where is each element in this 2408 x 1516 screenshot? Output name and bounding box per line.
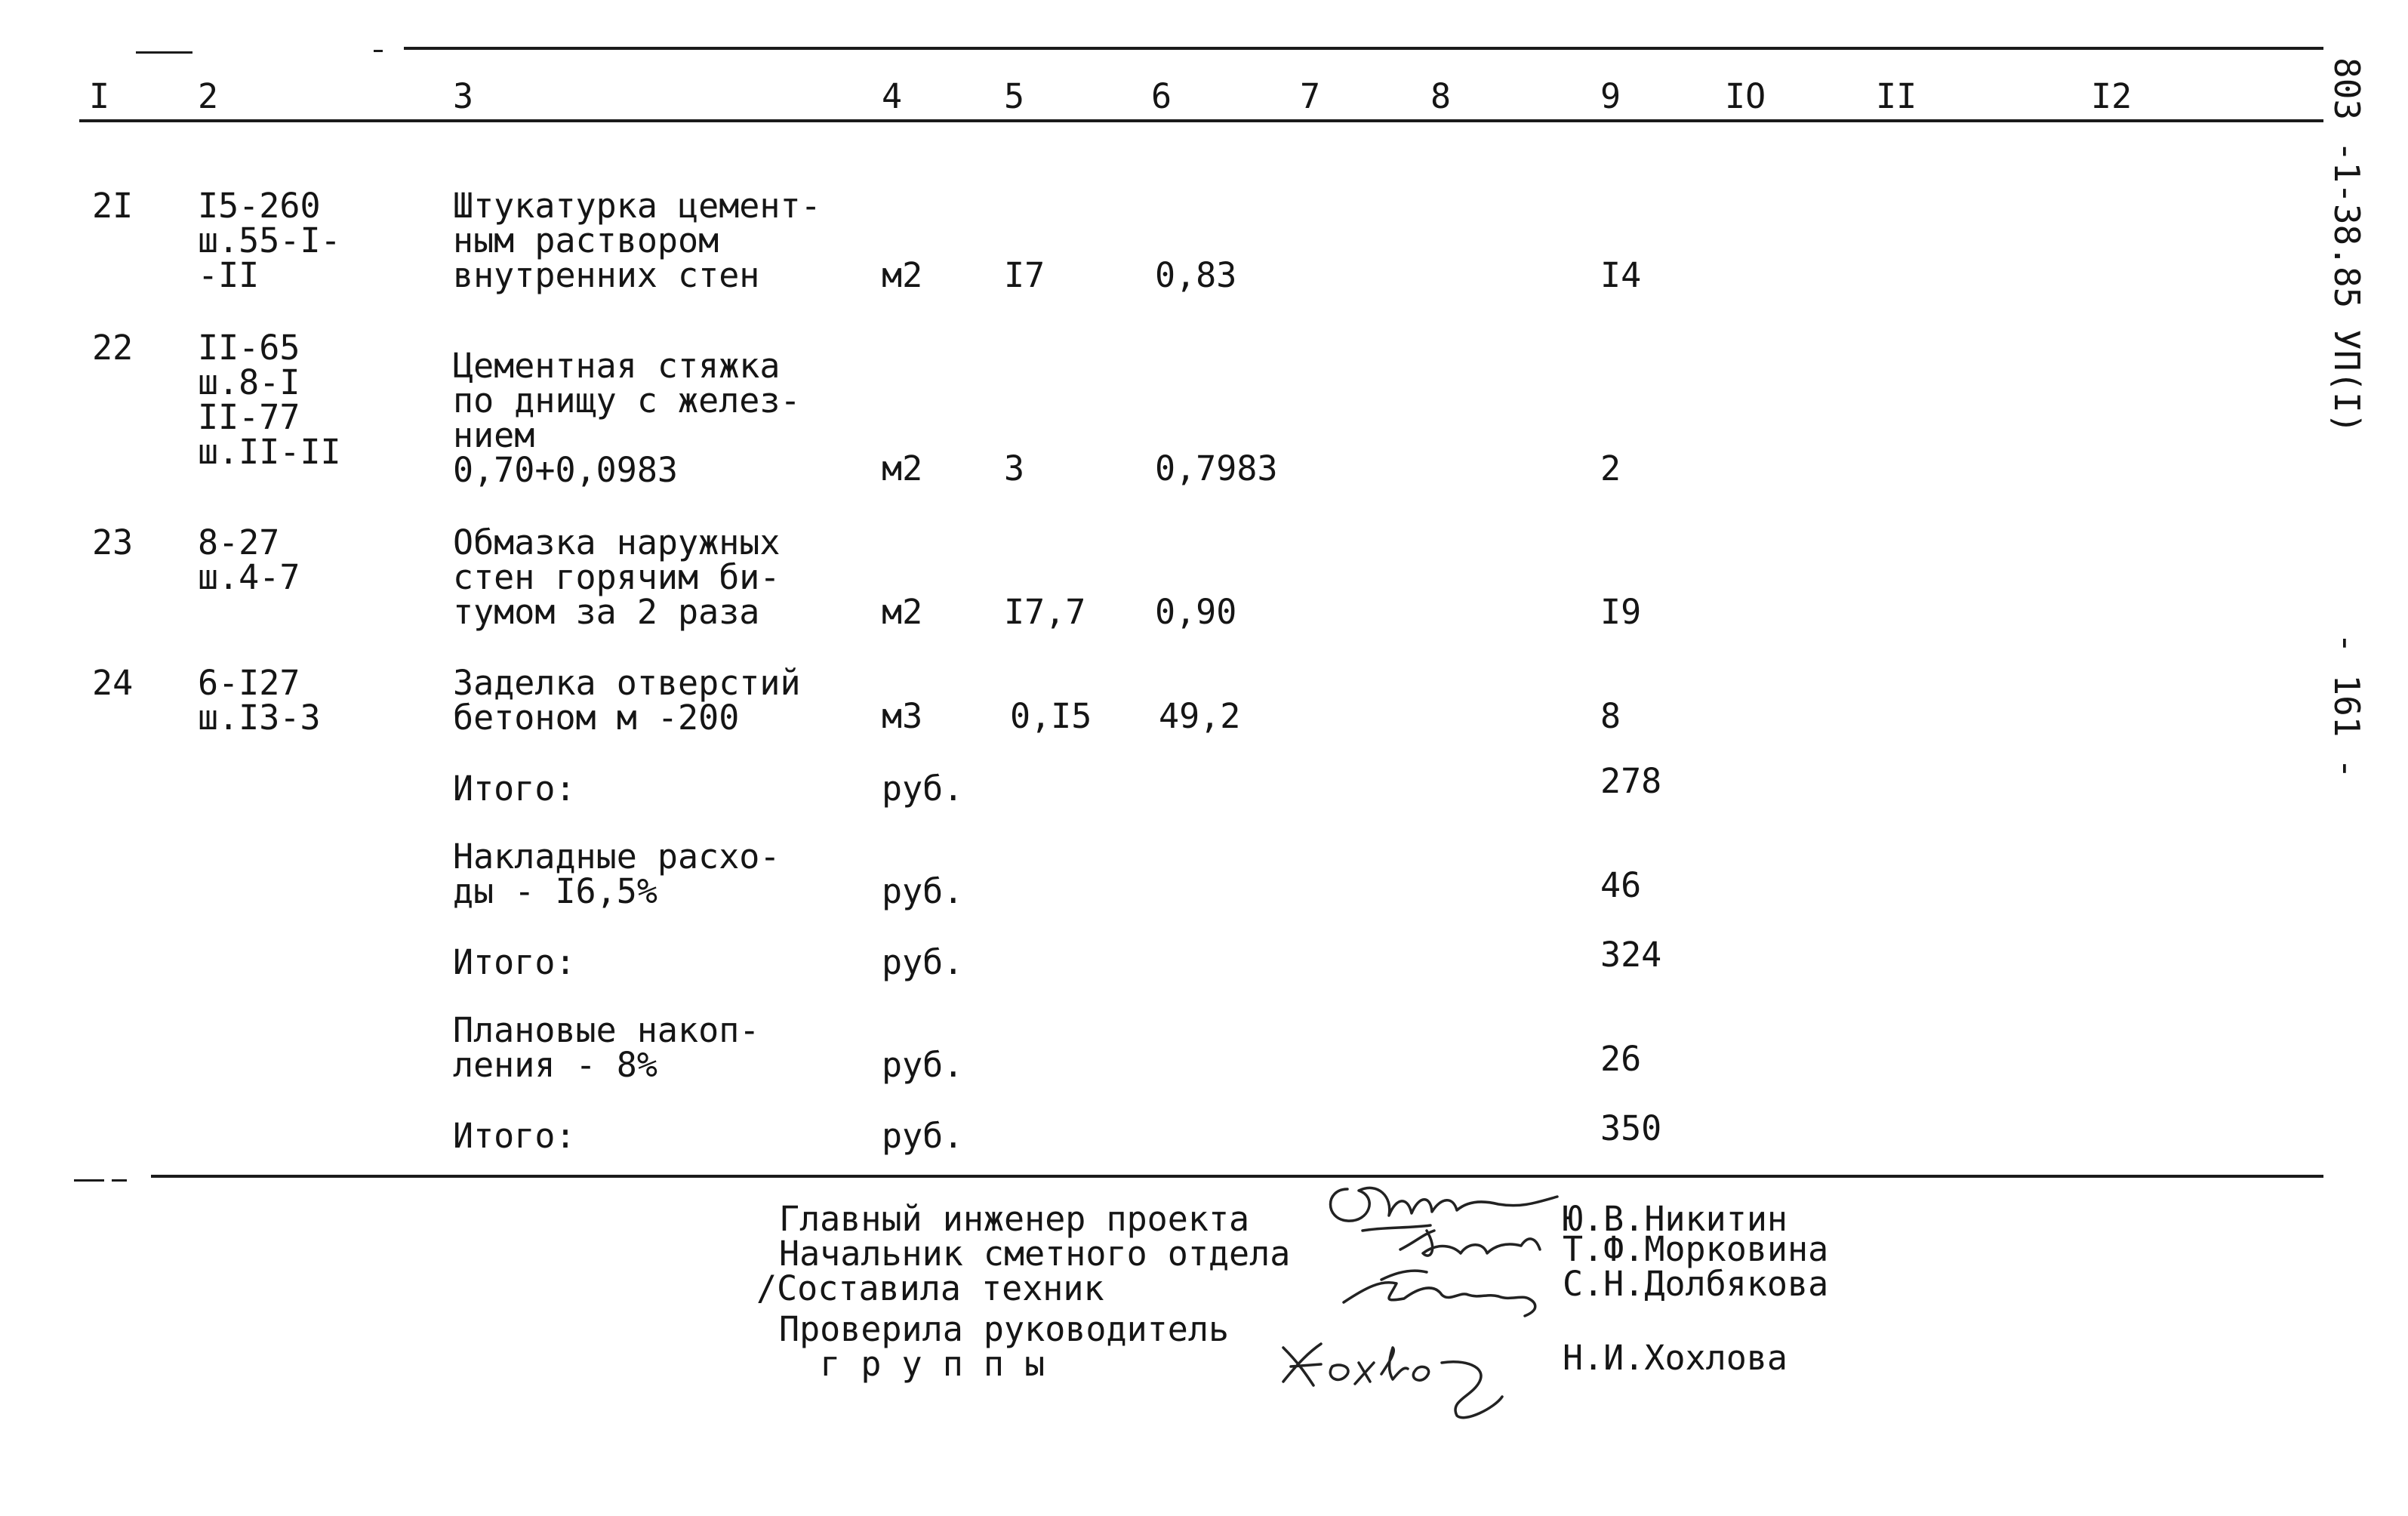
- summary-label: Плановые накоп- ления - 8%: [453, 1010, 760, 1085]
- norm-code: 8-27 ш.4-7: [198, 522, 300, 597]
- col-header-12: I2: [2091, 76, 2132, 116]
- summary-label: Итого:: [453, 769, 576, 809]
- unit: м2: [882, 255, 923, 295]
- summary-label: Накладные расхо- ды - I6,5%: [453, 837, 781, 911]
- summary-total: 278: [1600, 761, 1662, 801]
- bottom-rule: [151, 1175, 2323, 1178]
- unit: м2: [882, 448, 923, 488]
- row-number: 24: [92, 663, 134, 703]
- col-header-9: 9: [1600, 76, 1621, 116]
- col-header-10: IO: [1725, 76, 1766, 116]
- total-cost: I9: [1600, 592, 1642, 632]
- row-number: 22: [92, 328, 134, 368]
- top-rule: [404, 47, 2323, 50]
- col-header-1: I: [89, 76, 110, 116]
- role-head-estimates: Начальник сметного отдела: [779, 1234, 1291, 1274]
- summary-total: 350: [1600, 1108, 1662, 1148]
- col-header-5: 5: [1004, 76, 1025, 116]
- unit-price: 49,2: [1159, 696, 1241, 736]
- summary-unit: руб.: [882, 871, 964, 911]
- name-nikitin: Ю.В.Никитин: [1563, 1199, 1788, 1239]
- signature-khokhlova: [1268, 1325, 1517, 1423]
- unit-price: 0,7983: [1155, 448, 1278, 488]
- summary-total: 324: [1600, 935, 1662, 975]
- summary-total: 26: [1600, 1039, 1642, 1079]
- work-description: Заделка отверстий бетоном м -200: [453, 663, 801, 738]
- quantity: I7: [1004, 255, 1045, 295]
- total-cost: 8: [1600, 696, 1621, 736]
- col-header-11: II: [1876, 76, 1917, 116]
- work-description: Обмазка наружных стен горячим би- тумом за 2 раза: [453, 522, 781, 632]
- summary-unit: руб.: [882, 1116, 964, 1156]
- quantity: I7,7: [1004, 592, 1086, 632]
- name-dolbyakova: С.Н.Долбякова: [1563, 1264, 1829, 1304]
- summary-label: Итого:: [453, 1116, 576, 1156]
- norm-code: I5-260 ш.55-I- -II: [198, 186, 341, 295]
- unit-price: 0,90: [1155, 592, 1237, 632]
- row-number: 2I: [92, 186, 134, 226]
- col-header-2: 2: [198, 76, 219, 116]
- col-header-8: 8: [1430, 76, 1452, 116]
- col-header-3: 3: [453, 76, 474, 116]
- role-chief-engineer: Главный инженер проекта: [779, 1199, 1250, 1239]
- col-header-7: 7: [1300, 76, 1321, 116]
- top-rule-dash: [136, 51, 192, 54]
- signature-dolbyakova: [1336, 1257, 1547, 1325]
- bottom-rule-dash: [112, 1179, 127, 1182]
- col-header-6: 6: [1151, 76, 1172, 116]
- work-description: Штукатурка цемент- ным раствором внутренних стен: [453, 186, 821, 295]
- col-header-4: 4: [882, 76, 903, 116]
- role-group: г р у п п ы: [779, 1344, 1045, 1384]
- bottom-rule-left: [74, 1179, 104, 1182]
- name-morkovina: Т.Ф.Морковина: [1563, 1229, 1829, 1269]
- summary-total: 46: [1600, 865, 1642, 905]
- norm-code: II-65 ш.8-I II-77 ш.II-II: [198, 328, 341, 472]
- name-khokhlova: Н.И.Хохлова: [1563, 1338, 1788, 1378]
- work-description: Цементная стяжка по днищу с желез- нием 0,70+0,0983: [453, 346, 801, 490]
- total-cost: I4: [1600, 255, 1642, 295]
- summary-label: Итого:: [453, 942, 576, 982]
- quantity: 0,I5: [1010, 696, 1092, 736]
- summary-unit: руб.: [882, 1045, 964, 1085]
- top-rule-tick: [374, 50, 383, 52]
- document-code-vertical: 803 -1-38.85 УП(I): [2326, 57, 2367, 434]
- unit-price: 0,83: [1155, 255, 1237, 295]
- unit: м3: [882, 696, 923, 736]
- role-compiled-by: /Составила техник: [756, 1268, 1104, 1308]
- quantity: 3: [1004, 448, 1025, 488]
- row-number: 23: [92, 522, 134, 562]
- summary-unit: руб.: [882, 942, 964, 982]
- header-rule: [79, 119, 2323, 122]
- norm-code: 6-I27 ш.I3-3: [198, 663, 321, 738]
- page-number-vertical: - 161 -: [2326, 633, 2367, 779]
- role-checked-by: Проверила руководитель: [779, 1309, 1230, 1349]
- unit: м2: [882, 592, 923, 632]
- summary-unit: руб.: [882, 769, 964, 809]
- total-cost: 2: [1600, 448, 1621, 488]
